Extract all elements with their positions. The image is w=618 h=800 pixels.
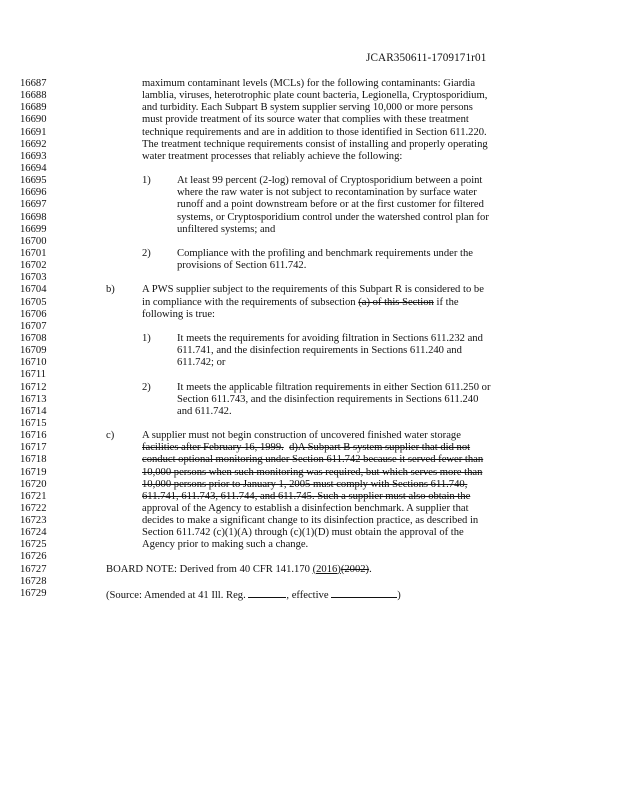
text-line [0,345,618,357]
line-number: 16726 [20,551,47,563]
text-line [0,588,618,600]
line-number: 16699 [20,223,47,235]
text-line [0,272,618,284]
line-number: 16716 [20,430,47,442]
line-number: 16687 [20,78,47,89]
line-number: 16719 [20,466,47,478]
deleted-text: 611.741, 611.743, 611.744, and 611.745. Such a [142,490,349,502]
intro-text: must provide treatment of its source water that complies with these treatment [142,114,469,126]
text-line [0,479,618,491]
item-label: 2) [142,247,151,259]
item-label: 1) [142,332,151,344]
line-number: 16707 [20,320,47,332]
line-number: 16708 [20,332,47,344]
line-number: 16709 [20,345,47,357]
deleted-text: d)A Subpart B system supplier that did not [289,442,471,454]
deleted-text: 10,000 persons prior to January 1, 2005 must comply with Sections 611.740, [142,478,468,490]
text-line [0,187,618,199]
item-text: provisions of Section 611.742. [177,260,307,272]
text-line [0,163,618,175]
line-number: 16704 [20,284,47,296]
subsection-text: following is true: [142,308,215,320]
subsection-label: c) [106,430,115,442]
text-line [0,248,618,260]
line-number: 16715 [20,417,47,429]
text-line [0,503,618,515]
text-line [0,199,618,211]
deleted-text: 10,000 persons when such monitoring was required, but which serves more than [142,466,483,478]
text-line [0,236,618,248]
intro-text: technique requirements and are in addition to those identified in Section 611.220. [142,126,487,138]
item-text: and 611.742. [177,405,232,417]
item-text: It meets the applicable filtration requirements in either Section 611.250 or [177,381,491,393]
item-text: systems, or Cryptosporidium control under the watershed control plan for [177,211,489,223]
source-note [106,588,401,602]
text-line [0,394,618,406]
text-line [0,224,618,236]
line-number: 16722 [20,502,47,514]
deleted-text: conduct optional monitoring under Section 611.742 because it served fewer than [142,454,484,466]
line-number: 16690 [20,114,47,126]
text-segment: . [369,563,372,575]
item-text: where the raw water is not subject to recontamination by surface water [177,187,477,199]
line-number: 16729 [20,587,47,599]
text-line [0,442,618,454]
document-body [0,78,618,600]
text-line [0,357,618,369]
item-text: 611.741, and the disinfection requirements in Sections 611.240 and [177,345,462,357]
board-note [106,564,372,576]
line-number: 16693 [20,150,47,162]
text-line [0,102,618,114]
text-line [0,467,618,479]
text-line [0,78,618,90]
line-number: 16721 [20,490,47,502]
text-segment: , effective [286,589,332,601]
line-number: 16700 [20,235,47,247]
text-line [0,527,618,539]
text-line [0,139,618,151]
text-line [0,90,618,102]
item-text: runoff and a point downstream before or at the first customer for filtered [177,199,484,211]
document-identifier: JCAR350611-1709171r01 [366,52,487,64]
item-text: It meets the requirements for avoiding filtration in Sections 611.232 and [177,332,483,344]
text-line [0,284,618,296]
subsection-text: A supplier must not begin construction of uncovered finished water storage [142,430,461,442]
deleted-text: supplier must also obtain the [348,490,471,502]
line-number: 16727 [20,563,47,575]
text-segment: BOARD NOTE: Derived from 40 CFR 141.170 [106,563,313,575]
text-line [0,454,618,466]
text-line [0,406,618,418]
deleted-text: (a) of this Section [358,296,434,308]
text-line [0,151,618,163]
line-number: 16701 [20,247,47,259]
line-number: 16696 [20,187,47,199]
line-number: 16711 [20,369,47,381]
text-line [0,175,618,187]
text-segment: if the [433,296,459,308]
inserted-text: (2016) [312,563,341,575]
text-line [0,333,618,345]
text-line [0,576,618,588]
text-line [0,491,618,503]
deleted-text: facilities after February 16, 1999. [142,442,284,454]
intro-text: maximum contaminant levels (MCLs) for the following contaminants: Giardia [142,78,476,89]
line-number: 16712 [20,381,47,393]
text-line [0,297,618,309]
line-number: 16728 [20,575,47,587]
line-number: 16714 [20,405,47,417]
intro-text: The treatment technique requirements consist of installing and properly operating [142,138,488,150]
line-number: 16697 [20,199,47,211]
subsection-label: b) [106,284,115,296]
text-line [0,321,618,333]
line-number: 16713 [20,393,47,405]
subsection-text: A PWS supplier subject to the requirements of this Subpart R is considered to be [142,284,484,296]
subsection-text [142,297,459,309]
line-number: 16692 [20,138,47,150]
line-number: 16710 [20,357,47,369]
text-line [0,309,618,321]
line-number: 16691 [20,126,47,138]
line-number: 16705 [20,296,47,308]
text-line [0,515,618,527]
text-line [0,127,618,139]
subsection-text: Section 611.742 (c)(1)(A) through (c)(1)(D) must obtain the approval of the [142,527,464,539]
line-number: 16706 [20,308,47,320]
subsection-text [142,442,470,454]
text-line [0,369,618,381]
item-label: 1) [142,175,151,187]
text-segment: (Source: Amended at 41 Ill. Reg. [106,589,249,601]
text-line [0,382,618,394]
line-number: 16702 [20,260,47,272]
text-segment: in compliance with the requirements of subsection [142,296,359,308]
text-line [0,430,618,442]
item-text: unfiltered systems; and [177,223,276,235]
item-text: Section 611.743, and the disinfection requirements in Sections 611.240 [177,393,479,405]
text-line [0,114,618,126]
text-segment: ) [397,589,401,601]
line-number: 16718 [20,454,47,466]
line-number: 16723 [20,515,47,527]
text-line [0,212,618,224]
line-number: 16695 [20,175,47,187]
intro-text: and turbidity. Each Subpart B system supplier serving 10,000 or more persons [142,102,473,114]
item-text: 611.742; or [177,357,226,369]
line-number: 16698 [20,211,47,223]
intro-text: water treatment processes that reliably achieve the following: [142,150,403,162]
text-line [0,260,618,272]
line-number: 16724 [20,527,47,539]
text-line [0,551,618,563]
item-label: 2) [142,381,151,393]
item-text: At least 99 percent (2-log) removal of Cryptosporidium between a point [177,175,483,187]
line-number: 16717 [20,442,47,454]
line-number: 16725 [20,539,47,551]
line-number: 16703 [20,272,47,284]
text-line [0,564,618,576]
subsection-text: Agency prior to making such a change. [142,539,309,551]
blank-field [248,588,286,598]
deleted-text: (2002) [340,563,370,575]
subsection-text: approval of the Agency to establish a disinfection benchmark. A supplier that [142,502,469,514]
blank-field [331,588,397,598]
line-number: 16688 [20,90,47,102]
item-text: Compliance with the profiling and benchmark requirements under the [177,247,473,259]
line-number: 16720 [20,478,47,490]
subsection-text [142,491,470,503]
line-number: 16689 [20,102,47,114]
intro-text: lamblia, viruses, heterotrophic plate count bacteria, Legionella, Cryptosporidium, [142,90,488,102]
text-line [0,418,618,430]
line-number: 16694 [20,162,47,174]
subsection-text: decides to make a significant change to its disinfection practice, as described in [142,515,479,527]
text-line [0,539,618,551]
